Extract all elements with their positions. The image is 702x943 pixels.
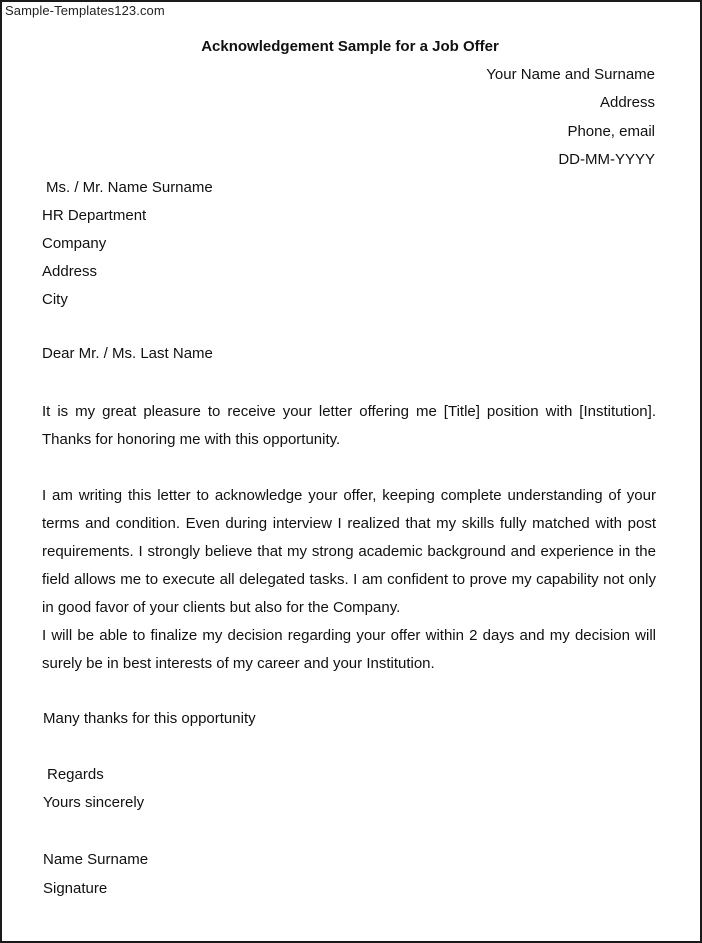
body-paragraph-2: I am writing this letter to acknowledge your offer, keeping complete understanding of your terms and condition. Even during interview I realized that my skills fully matched with post requirements. I strongly believe that my strong academic background and experience in the field allows me to execute all delegated tasks. I am confident to prove my capability not only in good favor of your clients but also for the Company. xyxy=(42,487,656,616)
signature-line: Signature xyxy=(43,880,108,897)
closing-sincerely: Yours sincerely xyxy=(43,794,145,811)
recipient-block xyxy=(42,177,213,317)
closing-regards: Regards xyxy=(47,766,104,783)
recipient-department: HR Department xyxy=(42,207,147,224)
recipient-city: City xyxy=(42,291,68,308)
recipient-company: Company xyxy=(42,235,107,252)
body-paragraph-1: It is my great pleasure to receive your letter offering me [Title] position with [Institution]. Thanks for honoring me with this opportunity. xyxy=(42,403,656,448)
letter-date: DD-MM-YYYY xyxy=(558,150,655,168)
signature-block xyxy=(43,849,148,907)
salutation: Dear Mr. / Ms. Last Name xyxy=(42,345,213,362)
watermark: Sample-Templates123.com xyxy=(5,3,165,18)
sender-address: Address xyxy=(599,94,655,112)
closing-thanks: Many thanks for this opportunity xyxy=(43,710,256,727)
document-title: Acknowledgement Sample for a Job Offer xyxy=(201,38,499,55)
recipient-address: Address xyxy=(42,263,98,280)
recipient-name: Ms. / Mr. Name Surname xyxy=(46,179,213,196)
signer-name: Name Surname xyxy=(43,851,149,868)
sender-block xyxy=(486,64,655,177)
body-paragraph-3: I will be able to finalize my decision regarding your offer within 2 days and my decision will surely be in best interests of my career and your Institution. xyxy=(42,627,656,672)
sender-name: Your Name and Surname xyxy=(486,66,655,83)
sender-contact: Phone, email xyxy=(567,122,655,140)
